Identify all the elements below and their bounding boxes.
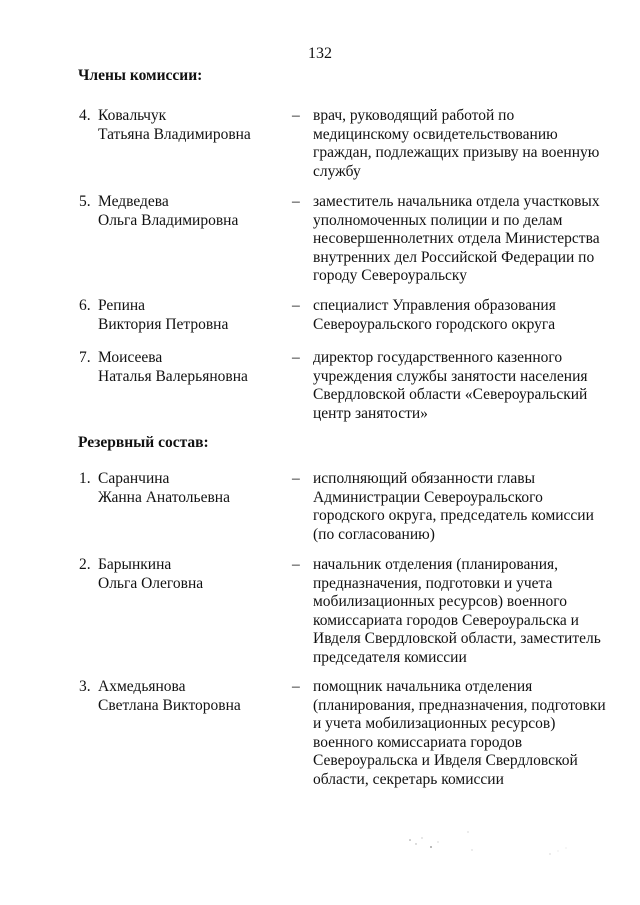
position-line: городского округа, председатель комиссии: [313, 507, 594, 525]
given-names: Татьяна Владимировна: [98, 125, 251, 143]
dash: –: [292, 297, 300, 314]
dash: –: [292, 193, 300, 210]
surname: Саранчина: [98, 470, 170, 487]
section-title-reserve: Резервный состав:: [78, 434, 209, 451]
position-line: заместитель начальника отдела участковых: [313, 193, 600, 210]
position-line: врач, руководящий работой по: [313, 107, 515, 124]
given-names: Ольга Олеговна: [98, 574, 204, 592]
position-line: военного комиссариата городов: [313, 733, 523, 751]
position-line: уполномоченных полиции и по делам: [313, 211, 563, 229]
surname: Ковальчук: [98, 107, 167, 124]
position-line: специалист Управления образования: [313, 297, 556, 314]
position-line: (планирования, предназначения, подготовки: [313, 696, 606, 714]
position-line: Ивделя Свердловской области, заместитель: [313, 630, 601, 648]
item-number: 5.: [79, 193, 91, 210]
given-names: Жанна Анатольевна: [98, 488, 230, 506]
position-line: службу: [313, 162, 361, 180]
position-line: несовершеннолетних отдела Министерства: [313, 230, 600, 248]
surname: Барынкина: [98, 556, 172, 573]
position-line: Североуральского городского округа: [313, 315, 556, 333]
position-line: мобилизационных ресурсов) военного: [313, 593, 568, 611]
item-number: 6.: [79, 297, 91, 314]
member-position: [313, 107, 603, 181]
dash: –: [292, 556, 300, 573]
position-line: Свердловской области «Североуральский: [313, 386, 588, 404]
position-line: Администрации Североуральского: [313, 488, 543, 506]
member-position: [313, 470, 603, 544]
position-line: граждан, подлежащих призыву на военную: [313, 144, 600, 162]
position-line: исполняющий обязанности главы: [313, 470, 536, 487]
item-number: 2.: [79, 556, 91, 573]
position-line: учреждения службы занятости населения: [313, 367, 588, 385]
item-number: 4.: [79, 107, 91, 124]
position-line: области, секретарь комиссии: [313, 770, 504, 788]
surname: Медведева: [98, 193, 169, 210]
given-names: Наталья Валерьяновна: [98, 367, 248, 385]
member-name: [98, 107, 278, 144]
given-names: Виктория Петровна: [98, 315, 229, 333]
item-number: 1.: [79, 470, 91, 487]
surname: Репина: [98, 297, 146, 314]
member-name: [98, 297, 278, 334]
dash: –: [292, 470, 300, 487]
page-number: 132: [308, 45, 332, 62]
position-line: Североуральска и Ивделя Свердловской: [313, 752, 578, 770]
given-names: Ольга Владимировна: [98, 211, 239, 229]
dash: –: [292, 349, 300, 366]
position-line: директор государственного казенного: [313, 349, 563, 366]
member-name: [98, 349, 278, 386]
scan-noise: [400, 820, 600, 880]
member-position: [313, 193, 603, 286]
position-line: председателя комиссии: [313, 648, 467, 666]
member-position: [313, 556, 603, 668]
position-line: начальник отделения (планирования,: [313, 556, 559, 573]
member-position: [313, 297, 603, 334]
position-line: внутренних дел Российской Федерации по: [313, 248, 595, 266]
position-line: городу Североуральску: [313, 267, 467, 285]
member-name: [98, 556, 278, 593]
position-line: центр занятости»: [313, 404, 428, 422]
member-position: [313, 349, 603, 423]
given-names: Светлана Викторовна: [98, 696, 241, 714]
member-name: [98, 193, 278, 230]
item-number: 7.: [79, 349, 91, 366]
position-line: предназначения, подготовки и учета: [313, 574, 553, 592]
section-title-members: Члены комиссии:: [78, 67, 203, 84]
item-number: 3.: [79, 678, 91, 695]
member-name: [98, 678, 278, 715]
member-name: [98, 470, 278, 507]
member-position: [313, 678, 606, 790]
surname: Ахмедьянова: [98, 678, 186, 695]
position-line: и учета мобилизационных ресурсов): [313, 715, 556, 733]
dash: –: [292, 107, 300, 124]
position-line: комиссариата городов Североуральска и: [313, 611, 579, 629]
position-line: помощник начальника отделения: [313, 678, 533, 695]
dash: –: [292, 678, 300, 695]
position-line: (по согласованию): [313, 525, 435, 543]
surname: Моисеева: [98, 349, 163, 366]
position-line: медицинскому освидетельствованию: [313, 125, 558, 143]
